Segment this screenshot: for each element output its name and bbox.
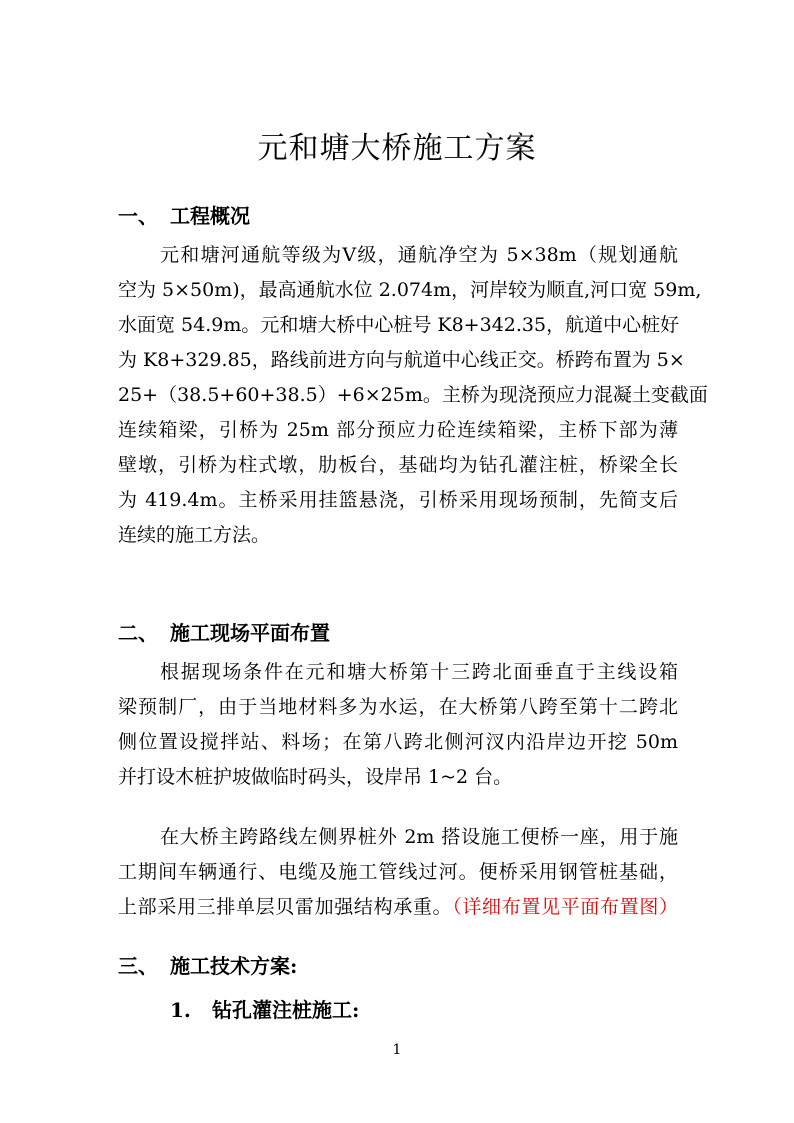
text-line: 连续的施工方法。 bbox=[118, 524, 271, 546]
section-heading-technical-plan bbox=[118, 950, 297, 979]
subsection-heading-bored-pile bbox=[170, 994, 359, 1023]
section-title: 工程概况 bbox=[170, 204, 250, 228]
text-line: 工期间车辆通行、电缆及施工管线过河。便桥采用钢管桩基础， bbox=[118, 861, 678, 883]
section-title: 施工现场平面布置 bbox=[170, 621, 330, 645]
site-layout-paragraph-1 bbox=[118, 655, 678, 795]
section-title: 施工技术方案: bbox=[170, 954, 298, 978]
text-line: 连续箱梁，引桥为 25m 部分预应力砼连续箱梁，主桥下部为薄 bbox=[118, 419, 678, 441]
text-line: 25+（38.5+60+38.5）+6×25m。主桥为现浇预应力混凝土变截面 bbox=[118, 384, 708, 406]
text-line: 在大桥主跨路线左侧界桩外 2m 搭设施工便桥一座，用于施 bbox=[160, 826, 678, 848]
layout-drawing-note: （详细布置见平面布置图） bbox=[452, 896, 678, 918]
text-line: 水面宽 54.9m。元和塘大桥中心桩号 K8+342.35，航道中心桩好 bbox=[118, 314, 680, 336]
section-heading-overview bbox=[118, 200, 250, 229]
text-line bbox=[118, 890, 678, 925]
section-number: 三、 bbox=[118, 954, 158, 978]
text-line: 梁预制厂，由于当地材料多为水运，在大桥第八跨至第十二跨北 bbox=[118, 696, 678, 718]
page-number: 1 bbox=[392, 1042, 402, 1058]
subsection-title: 钻孔灌注桩施工: bbox=[212, 998, 360, 1022]
document-title: 元和塘大桥施工方案 bbox=[257, 131, 537, 166]
text-line: 侧位置设搅拌站、料场；在第八跨北侧河汊内沿岸边开挖 50m bbox=[118, 731, 678, 753]
text-line: 元和塘河通航等级为Ⅴ级，通航净空为 5×38m（规划通航 bbox=[160, 244, 678, 266]
subsection-number: 1. bbox=[170, 998, 191, 1022]
text-line: 根据现场条件在元和塘大桥第十三跨北面垂直于主线设箱 bbox=[160, 661, 678, 683]
text-line: 为 K8+329.85，路线前进方向与航道中心线正交。桥跨布置为 5× bbox=[118, 349, 685, 371]
section-heading-site-layout bbox=[118, 617, 330, 646]
text-segment: 上部采用三排单层贝雷加强结构承重。 bbox=[118, 896, 453, 918]
text-line: 空为 5×50m)，最高通航水位 2.074m，河岸较为顺直,河口宽 59m, bbox=[118, 279, 702, 301]
text-line: 并打设木桩护坡做临时码头，设岸吊 1~2 台。 bbox=[118, 766, 513, 788]
site-layout-paragraph-2 bbox=[118, 820, 678, 925]
text-line: 为 419.4m。主桥采用挂篮悬浇，引桥采用现场预制，先简支后 bbox=[118, 489, 678, 511]
section-number: 一、 bbox=[118, 204, 158, 228]
section-number: 二、 bbox=[118, 621, 158, 645]
text-line: 壁墩，引桥为柱式墩，肋板台，基础均为钻孔灌注桩，桥梁全长 bbox=[118, 454, 678, 476]
overview-paragraph bbox=[118, 238, 708, 553]
